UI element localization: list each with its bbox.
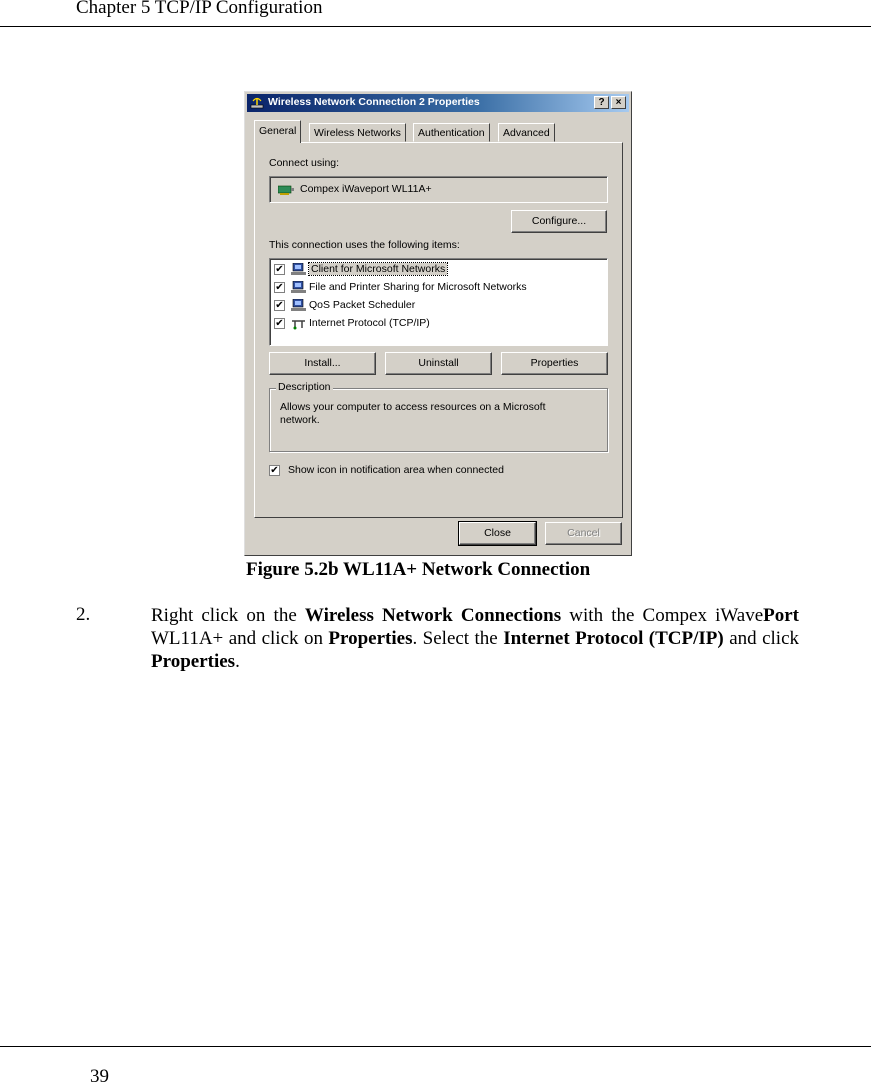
show-icon-checkbox[interactable]: ✔: [270, 465, 279, 476]
step-text-2: with the Compex iWave: [561, 605, 764, 626]
step-number: 2.: [76, 604, 91, 625]
item-checkbox[interactable]: ✔: [275, 264, 284, 275]
header-rule: [0, 26, 871, 27]
step-bold-3: Properties: [328, 628, 413, 649]
step-text-1: Right click on the: [151, 605, 305, 626]
item-label: QoS Packet Scheduler: [309, 299, 416, 311]
dialog-title-bar[interactable]: [247, 94, 629, 112]
install-button[interactable]: Install...: [269, 352, 376, 375]
running-header: Chapter 5 TCP/IP Configuration: [76, 0, 323, 18]
step-text-6: .: [235, 651, 240, 672]
network-adapter-icon: [278, 184, 294, 195]
dialog-title: Wireless Network Connection 2 Properties: [268, 96, 480, 108]
show-icon-option[interactable]: [269, 463, 589, 479]
item-checkbox[interactable]: ✔: [275, 300, 284, 311]
description-label: Description: [278, 381, 331, 393]
configure-button[interactable]: Configure...: [511, 210, 607, 233]
tab-authentication[interactable]: Authentication: [413, 123, 490, 142]
close-button[interactable]: Close: [459, 522, 536, 545]
item-checkbox[interactable]: ✔: [275, 282, 284, 293]
adapter-field: [269, 176, 608, 203]
tab-advanced[interactable]: Advanced: [498, 123, 555, 142]
step-bold-1: Wireless Network Connections: [304, 605, 562, 626]
figure-caption: Figure 5.2b WL11A+ Network Connection: [246, 559, 591, 580]
item-label: Internet Protocol (TCP/IP): [309, 317, 430, 329]
step-text-4: . Select the: [412, 628, 504, 649]
description-group: [269, 381, 608, 452]
help-button[interactable]: ?: [594, 96, 609, 109]
item-label: Client for Microsoft Networks: [311, 263, 446, 275]
properties-dialog: [244, 91, 632, 556]
network-connection-icon: [250, 96, 264, 110]
footer-rule: [0, 1046, 871, 1047]
step-text-5: and click: [723, 628, 799, 649]
item-label: File and Printer Sharing for Microsoft Networks: [309, 281, 527, 293]
page-number: 39: [90, 1066, 109, 1087]
show-icon-label: Show icon in notification area when connected: [288, 464, 504, 476]
items-label: This connection uses the following items:: [269, 239, 460, 251]
step-text-3: WL11A+ and click on: [151, 628, 329, 649]
qos-icon: [291, 299, 306, 312]
tab-general[interactable]: General: [254, 120, 301, 143]
description-text: Allows your computer to access resources on a Microsoft network.: [280, 401, 546, 426]
cancel-button[interactable]: Cancel: [545, 522, 622, 545]
general-tab-panel: [254, 142, 623, 518]
step-bold-5: Properties: [151, 651, 236, 672]
close-window-button[interactable]: ×: [611, 96, 626, 109]
step-text: [151, 604, 799, 673]
step-bold-2: Port: [763, 605, 800, 626]
adapter-name: Compex iWaveport WL11A+: [300, 183, 432, 195]
client-icon: [291, 263, 306, 276]
uninstall-button[interactable]: Uninstall: [385, 352, 492, 375]
connect-using-label: Connect using:: [269, 157, 340, 169]
item-checkbox[interactable]: ✔: [275, 318, 284, 329]
properties-button[interactable]: Properties: [501, 352, 608, 375]
step-bold-4: Internet Protocol (TCP/IP): [503, 628, 724, 649]
tab-wireless-networks[interactable]: Wireless Networks: [309, 123, 406, 142]
protocol-icon: [291, 317, 306, 330]
component-list[interactable]: [269, 258, 608, 346]
file-printer-icon: [291, 281, 306, 294]
